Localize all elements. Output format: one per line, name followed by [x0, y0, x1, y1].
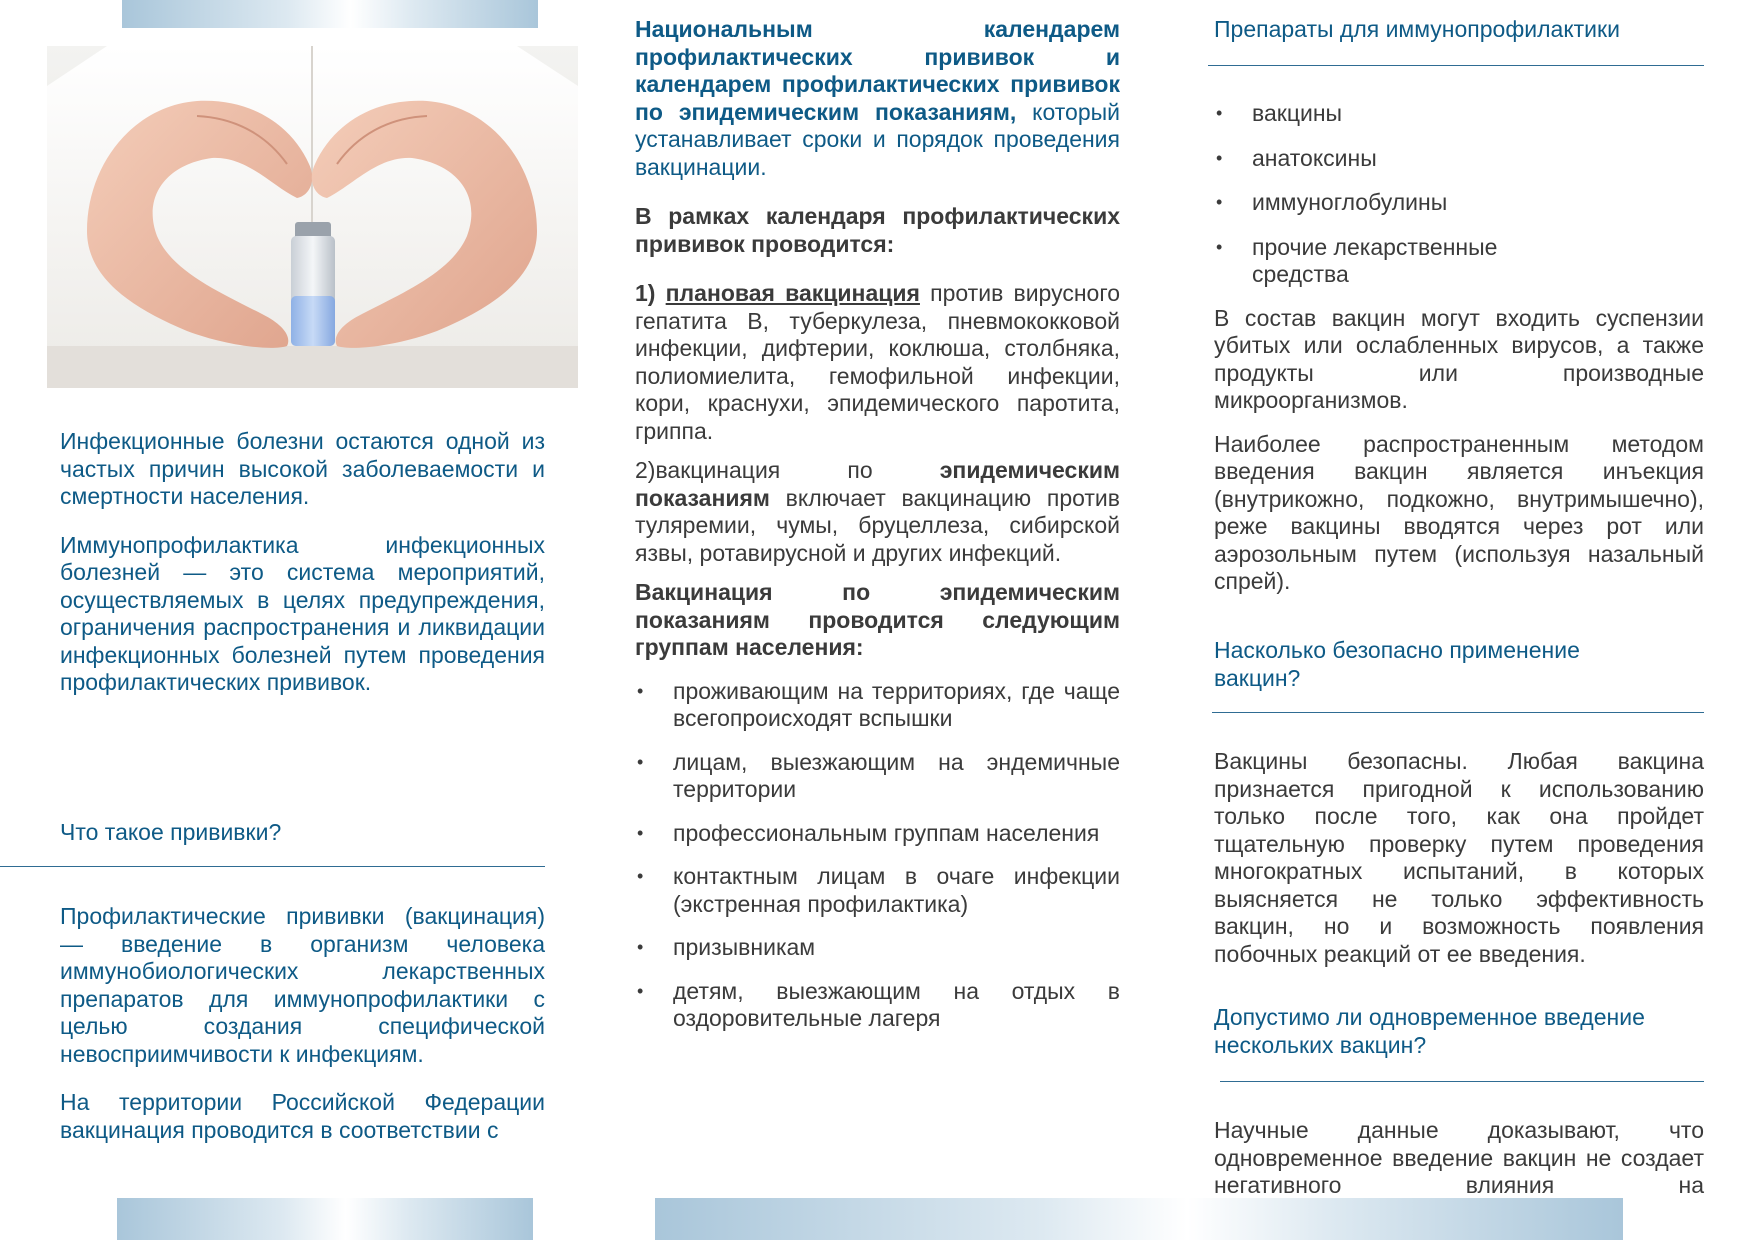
national-calendar-rest: который устанавливает сроки и порядок проведения вакцинации.	[635, 98, 1120, 180]
bullet-icon: •	[1216, 147, 1223, 168]
intro-paragraph: Инфекционные болезни остаются одной из частых причин высокой заболеваемости и смертности населения.	[60, 428, 545, 509]
national-calendar-paragraph	[635, 16, 1120, 181]
simultaneous-vaccines-paragraph: Научные данные доказывают, что одновременное введение вакцин не создает негативного влияния на	[1214, 1117, 1704, 1198]
list-item: • профессиональным группам населения	[637, 819, 1100, 846]
vaccine-safety-heading: Насколько безопасно применение вакцин?	[1214, 637, 1580, 691]
right-column-lower	[1214, 1117, 1704, 1200]
list-item: • прочие лекарственные средства	[1216, 233, 1498, 287]
drugs-list	[1214, 100, 1704, 289]
list-item: • призывникам	[637, 934, 816, 960]
right-heading1-rule	[1208, 65, 1704, 66]
item2-number: 2)вакцинация по	[635, 457, 940, 483]
planned-vaccination-text: против вирусного гепатита В, туберкулеза, пневмококковой инфекции, дифтерии, коклюша, столбняка, полиомиелита, гемофильной инфекции, кори, краснухи, эпидемического паротита, гриппа.	[635, 280, 1120, 444]
vaccine-safety-paragraph: Вакцины безопасны. Любая вакцина признается пригодной к использованию только после того, как она пройдет тщательную проверку путем проведения многократных испытаний, в которых выясняется не только эффективность вакцин, но и возможность появления побочных реакций от ее введения.	[1214, 748, 1704, 967]
right-heading2-rule	[1212, 712, 1704, 713]
left-heading-rule	[0, 866, 545, 867]
epidemic-vaccination-item	[635, 457, 1120, 567]
bullet-icon: •	[637, 866, 644, 886]
right-column-middle	[1214, 748, 1704, 968]
list-item: • детям, выезжающим на отдых в оздоровительные лагеря	[637, 977, 1120, 1031]
bullet-icon: •	[1216, 103, 1223, 123]
simultaneous-vaccines-heading: Допустимо ли одновременное введение нескольких вакцин?	[1214, 1004, 1645, 1058]
list-item: • анатоксины	[1216, 144, 1377, 171]
what-are-vaccinations-heading: Что такое прививки?	[60, 819, 282, 845]
population-groups-list	[635, 678, 1120, 1033]
list-item: • контактным лицам в очаге инфекции (экстренная профилактика)	[637, 863, 1120, 917]
bottom-middle-decor-bar	[655, 1198, 1623, 1240]
planned-vaccination-item	[635, 280, 1120, 445]
bullet-icon: •	[637, 751, 644, 772]
immunoprophylaxis-drugs-heading: Препараты для иммунопрофилактики	[1214, 16, 1620, 42]
left-column-lower	[60, 903, 545, 1144]
list-item: • проживающим на территориях, где чаще всегопроисходят вспышки	[637, 677, 1120, 731]
list-item: • лицам, выезжающим на эндемичные территории	[637, 748, 1120, 802]
vaccine-administration-paragraph: Наиболее распространенным методом введения вакцин является инъекция (внутрикожно, подкожно, внутримышечно), реже вакцины вводятся через рот или аэрозольным путем (используя назальный спрей).	[1214, 430, 1704, 594]
epidemic-vaccination-text: включает вакцинацию против туляремии, чумы, бруцеллеза, сибирской язвы, ротавирусной и других инфекций.	[635, 484, 1120, 566]
calendar-frame-heading: В рамках календаря профилактических прививок проводится:	[635, 203, 1120, 257]
right-heading3-rule	[1220, 1081, 1704, 1082]
list-item: • иммуноглобулины	[1216, 189, 1448, 215]
top-left-decor-bar	[122, 0, 538, 28]
right-column	[1214, 100, 1704, 596]
list-item: • вакцины	[1216, 100, 1343, 126]
bullet-icon: •	[637, 937, 644, 957]
heart-hands-vial-photo	[47, 46, 578, 388]
middle-column	[635, 16, 1120, 1033]
bullet-icon: •	[1216, 236, 1223, 257]
bullet-icon: •	[637, 822, 644, 843]
planned-vaccination-term: плановая вакцинация	[665, 280, 920, 306]
bullet-icon: •	[1216, 192, 1223, 212]
vaccine-composition-paragraph: В состав вакцин могут входить суспензии убитых или ослабленных вирусов, а также продукты или производные микроорганизмов.	[1214, 304, 1704, 413]
bottom-left-decor-bar	[117, 1198, 533, 1240]
left-column	[60, 428, 545, 697]
vaccination-definition: Профилактические прививки (вакцинация) — введение в организм человека иммунобиологических лекарственных препаратов для иммунопрофилактики с целью создания специфической невосприимчивости к инфекциям.	[60, 903, 545, 1067]
item1-number: 1)	[635, 280, 666, 306]
bullet-icon: •	[637, 680, 644, 701]
epidemic-indications-term: эпидемическим показаниям	[635, 457, 1120, 511]
bullet-icon: •	[637, 980, 644, 1001]
population-groups-heading: Вакцинация по эпидемическим показаниям проводится следующим группам населения:	[635, 579, 1120, 660]
immunoprophylaxis-definition: Иммунопрофилактика инфекционных болезней — это система мероприятий, осуществляемых в целях предупреждения, ограничения распространения и ликвидации инфекционных болезней путем проведения профилактических прививок.	[60, 531, 545, 695]
heart-hands-illustration	[47, 46, 578, 388]
national-calendar-bold: Национальным календарем профилактических прививок и календарем профилактических прививок по эпидемическим показаниям,	[635, 16, 1120, 125]
russian-federation-paragraph: На территории Российской Федерации вакцинация проводится в соответствии с	[60, 1089, 545, 1143]
